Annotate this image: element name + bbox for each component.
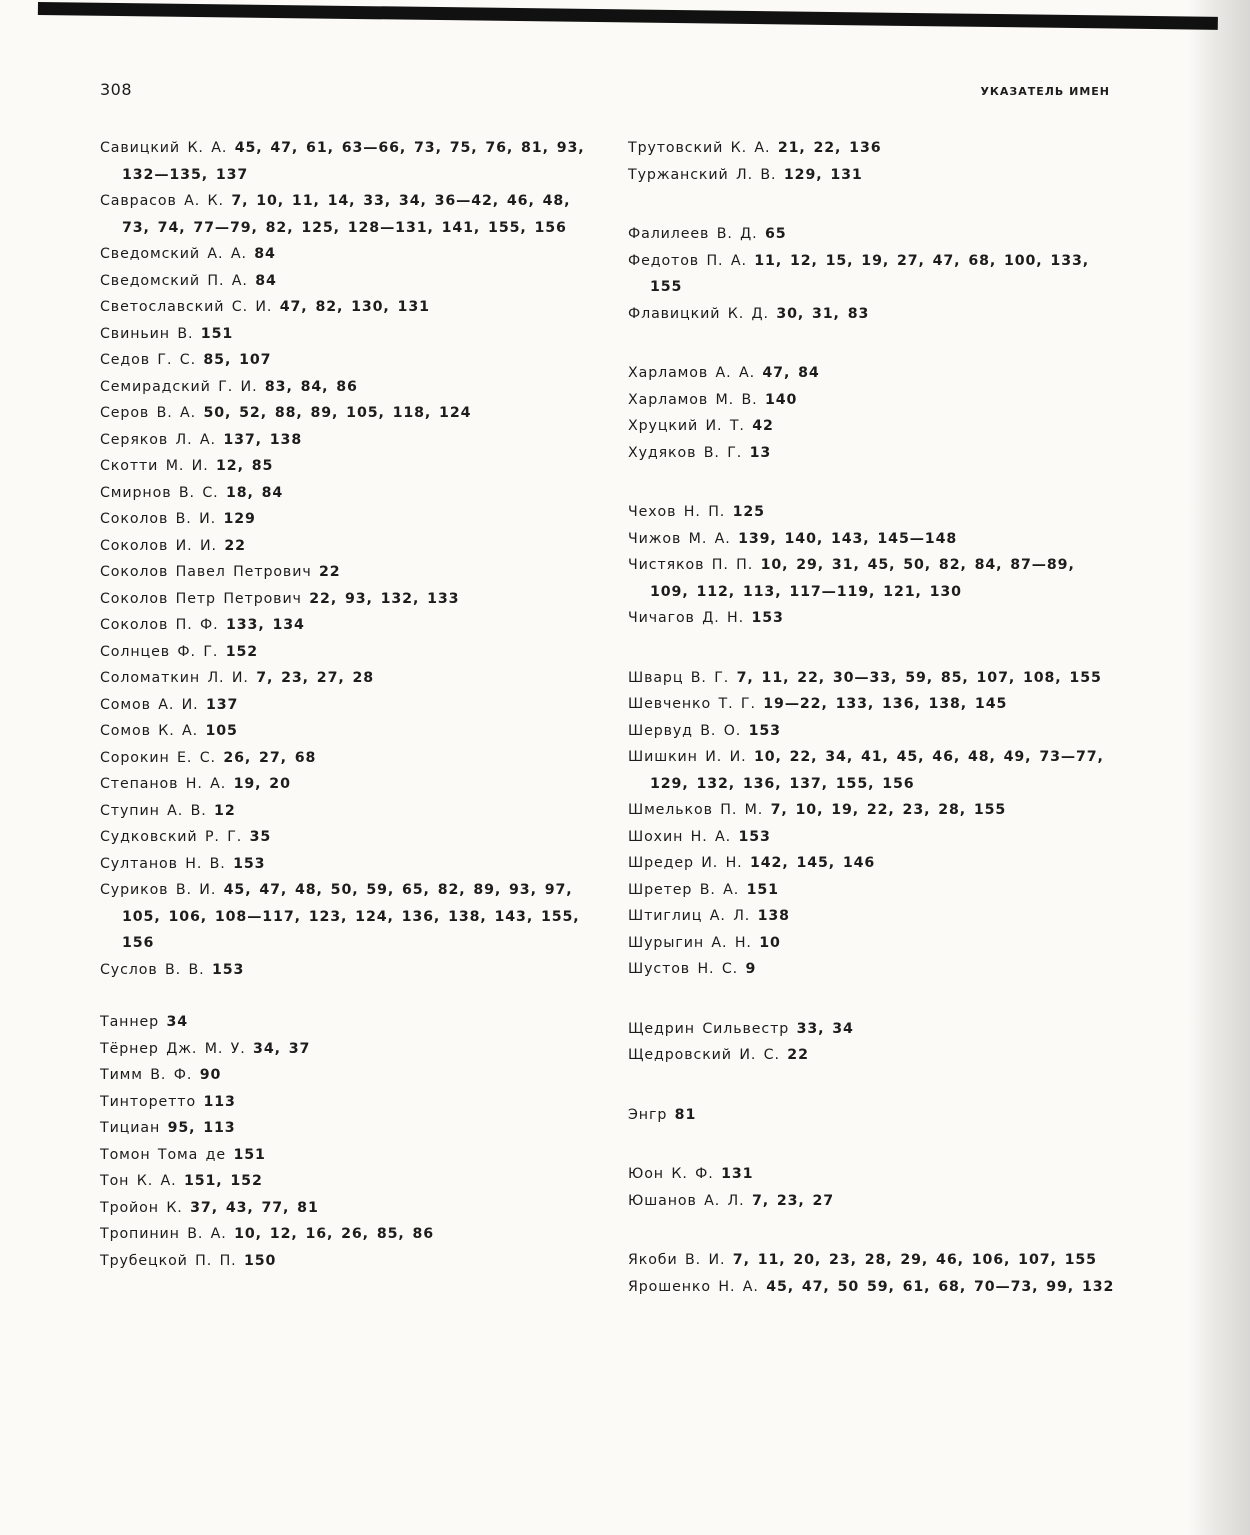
entry-name: Чичагов Д. Н. [628,610,745,626]
entry-pages: 83, 84, 86 [264,378,358,395]
index-entry [628,1016,1118,1043]
entry-pages: 7, 10, 19, 22, 23, 28, 155 [770,802,1007,818]
entry-name: Тёрнер Дж. М. У. [100,1040,246,1057]
entry-pages: 151 [200,325,234,342]
entry-name: Юшанов А. Л. [628,1192,745,1209]
index-entry [100,692,590,719]
entry-name: Худяков В. Г. [628,444,743,461]
entry-name: Шервуд В. О. [628,722,742,739]
index-entry [628,360,1118,387]
entry-name: Савицкий К. А. [100,140,228,156]
letter-group-gap [100,983,590,1009]
index-entry [628,956,1118,983]
index-entry [628,413,1118,440]
entry-pages: 22 [224,537,246,554]
index-entry [100,453,590,480]
entry-pages: 10, 22, 34, 41, 45, 46, 48, 49, 73—77, 129, 132, 136, 137, 155, 156 [650,749,1104,792]
index-entry [100,1221,590,1248]
index-entry [628,718,1118,745]
entry-pages: 34 [166,1014,189,1030]
entry-name: Смирнов В. С. [100,484,219,501]
entry-pages: 153 [748,722,781,739]
index-entry [100,1062,590,1089]
entry-pages: 12, 85 [216,458,274,474]
entry-pages: 138 [757,908,790,924]
entry-name: Хруцкий И. Т. [628,418,745,434]
index-entry [628,665,1118,692]
entry-pages: 45, 47, 48, 50, 59, 65, 82, 89, 93, 97, 105, 106, 108—117, 123, 124, 136, 138, 143, 155, 156 [122,882,580,951]
entry-name: Сомов К. А. [100,723,199,739]
index-entry [628,691,1118,718]
entry-pages: 65 [764,226,787,242]
entry-name: Свиньин В. [100,325,194,342]
entry-name: Султанов Н. В. [100,855,226,872]
entry-pages: 10, 29, 31, 45, 50, 82, 84, 87—89, 109, 112, 113, 117—119, 121, 130 [650,557,1075,600]
index-entry [100,294,590,321]
entry-name: Соломаткин Л. И. [100,670,249,686]
entry-name: Юон К. Ф. [628,1166,714,1182]
entry-name: Шретер В. А. [628,881,740,898]
index-entry [628,903,1118,930]
entry-name: Трубецкой П. П. [100,1252,237,1269]
entry-pages: 30, 31, 83 [776,305,870,322]
entry-pages: 133, 134 [226,617,305,633]
index-entry [628,1161,1118,1188]
entry-name: Соколов Павел Петрович [100,564,312,580]
index-entry [100,1142,590,1169]
entry-name: Сорокин Е. С. [100,749,216,766]
index-entry [628,301,1118,328]
entry-pages: 37, 43, 77, 81 [190,1199,319,1216]
entry-pages: 113 [203,1093,236,1110]
index-entry [628,605,1118,632]
entry-pages: 33, 34 [796,1020,854,1037]
index-entry [100,374,590,401]
entry-pages: 151 [746,881,779,898]
binding-shadow [1188,0,1250,1535]
index-entry [100,1115,590,1142]
letter-group-gap [628,1128,1118,1161]
index-entry [628,135,1118,162]
entry-name: Соколов В. И. [100,511,217,527]
entry-pages: 50, 52, 88, 89, 105, 118, 124 [203,405,472,421]
index-entry [100,400,590,427]
index-entry [100,347,590,374]
entry-name: Серяков Л. А. [100,431,216,448]
entry-pages: 9 [745,961,757,977]
entry-name: Чистяков П. П. [628,557,754,573]
entry-pages: 105 [205,723,238,739]
index-entry [100,665,590,692]
index-entry [628,1188,1118,1215]
entry-name: Шредер И. Н. [628,855,743,871]
entry-pages: 129, 131 [783,166,863,183]
index-entry [100,321,590,348]
index-entry [100,1195,590,1222]
entry-name: Сведомский А. А. [100,246,247,262]
entry-name: Чижов М. А. [628,530,731,547]
entry-name: Ярошенко Н. А. [628,1278,759,1295]
index-entry [628,387,1118,414]
entry-name: Саврасов А. К. [100,193,224,209]
index-entry [100,135,590,188]
entry-pages: 10 [759,934,781,951]
entry-name: Серов В. А. [100,405,197,421]
entry-pages: 152 [225,643,259,660]
entry-pages: 22 [319,564,341,580]
entry-name: Флавицкий К. Д. [628,305,769,322]
index-entry [100,533,590,560]
entry-pages: 153 [211,961,245,978]
entry-pages: 45, 47, 50 59, 61, 68, 70—73, 99, 132 [766,1278,1115,1295]
entry-name: Сомов А. И. [100,696,199,713]
entry-pages: 125 [732,504,765,520]
index-entry [628,526,1118,553]
entry-name: Энгр [628,1106,668,1123]
entry-pages: 12 [214,802,236,819]
entry-pages: 151 [233,1146,266,1163]
entry-name: Скотти М. И. [100,458,209,474]
entry-name: Тропинин В. А. [100,1226,227,1242]
index-entry [628,499,1118,526]
entry-name: Томон Тома де [100,1146,227,1163]
entry-pages: 45, 47, 61, 63—66, 73, 75, 76, 81, 93, 132—135, 137 [122,140,585,183]
index-entry [628,1274,1118,1301]
entry-name: Тимм В. Ф. [100,1067,193,1083]
entry-pages: 7, 11, 22, 30—33, 59, 85, 107, 108, 155 [736,669,1102,686]
entry-name: Шварц В. Г. [628,669,730,686]
index-entry [628,248,1118,301]
entry-name: Тициан [100,1120,161,1136]
entry-name: Светославский С. И. [100,299,273,315]
index-entry [100,824,590,851]
index-entry [628,552,1118,605]
entry-name: Тройон К. [100,1199,183,1216]
entry-name: Соколов Петр Петрович [100,590,302,607]
entry-name: Шохин Н. А. [628,828,732,845]
entry-name: Тон К. А. [100,1173,177,1189]
entry-pages: 142, 145, 146 [750,855,876,871]
index-column-left [100,135,590,1274]
entry-name: Семирадский Г. И. [100,378,258,395]
entry-pages: 150 [243,1252,277,1269]
page-number: 308 [100,80,133,99]
entry-name: Щедровский И. С. [628,1047,780,1063]
entry-name: Таннер [100,1014,160,1030]
entry-pages: 19, 20 [233,776,291,792]
entry-name: Шурыгин А. Н. [628,934,752,951]
entry-pages: 90 [199,1067,222,1083]
entry-name: Трутовский К. А. [628,140,771,156]
entry-name: Сведомский П. А. [100,272,248,289]
entry-name: Соколов П. Ф. [100,617,219,633]
entry-name: Степанов Н. А. [100,776,227,792]
index-entry [100,957,590,984]
entry-name: Щедрин Сильвестр [628,1020,790,1037]
index-entry [628,850,1118,877]
entry-name: Харламов М. В. [628,391,758,408]
entry-name: Седов Г. С. [100,352,196,368]
entry-name: Шмельков П. М. [628,802,764,818]
entry-name: Суриков В. И. [100,882,217,898]
entry-pages: 137, 138 [223,431,303,448]
entry-name: Суслов В. В. [100,961,205,978]
entry-name: Штиглиц А. Л. [628,908,751,924]
entry-pages: 47, 82, 130, 131 [279,299,430,315]
entry-pages: 84 [254,246,276,262]
entry-name: Чехов Н. П. [628,504,726,520]
index-entry [100,798,590,825]
entry-name: Шевченко Т. Г. [628,696,756,712]
entry-pages: 139, 140, 143, 145—148 [738,530,958,547]
index-entry [628,824,1118,851]
index-entry [628,930,1118,957]
index-entry [628,877,1118,904]
entry-pages: 22 [787,1047,809,1063]
entry-name: Соколов И. И. [100,537,217,554]
entry-pages: 140 [764,391,798,408]
entry-name: Шустов Н. С. [628,961,739,977]
entry-pages: 47, 84 [762,365,820,381]
index-entry [628,1102,1118,1129]
entry-pages: 95, 113 [167,1120,236,1136]
letter-group-gap [628,983,1118,1016]
entry-pages: 26, 27, 68 [223,749,317,766]
index-entry [100,718,590,745]
entry-pages: 7, 23, 27 [751,1192,835,1209]
entry-pages: 7, 11, 20, 23, 28, 29, 46, 106, 107, 155 [732,1252,1097,1268]
entry-pages: 7, 23, 27, 28 [256,670,375,686]
index-entry [100,745,590,772]
letter-group-gap [628,1214,1118,1247]
running-title: УКАЗАТЕЛЬ ИМЕН [980,85,1110,98]
entry-name: Шишкин И. И. [628,749,747,765]
entry-name: Тинторетто [100,1093,197,1110]
index-entry [100,612,590,639]
index-entry [100,771,590,798]
entry-pages: 129 [223,511,256,527]
entry-name: Федотов П. А. [628,252,747,269]
index-entry [628,221,1118,248]
index-entry [628,440,1118,467]
entry-pages: 137 [206,696,239,713]
index-column-right [628,135,1118,1300]
top-edge-shadow [38,2,1218,30]
index-entry [100,1248,590,1275]
index-entry [100,586,590,613]
entry-pages: 153 [233,855,266,872]
index-entry [628,1042,1118,1069]
index-entry [100,268,590,295]
index-entry [628,744,1118,797]
entry-pages: 153 [738,828,771,845]
index-entry [628,162,1118,189]
letter-group-gap [628,188,1118,221]
entry-pages: 153 [751,610,784,626]
index-entry [100,1036,590,1063]
entry-name: Ступин А. В. [100,802,207,819]
index-entry [100,851,590,878]
index-entry [100,1089,590,1116]
index-entry [100,506,590,533]
entry-pages: 21, 22, 136 [777,140,882,156]
index-entry [100,241,590,268]
index-entry [100,877,590,957]
index-entry [100,559,590,586]
index-entry [100,188,590,241]
entry-name: Туржанский Л. В. [628,166,777,183]
entry-pages: 18, 84 [225,484,284,501]
entry-pages: 22, 93, 132, 133 [309,590,460,607]
entry-name: Харламов А. А. [628,365,755,381]
index-entry [100,1168,590,1195]
entry-pages: 131 [721,1166,754,1182]
index-entry [100,639,590,666]
letter-group-gap [628,1069,1118,1102]
entry-name: Фалилеев В. Д. [628,226,758,242]
letter-group-gap [628,327,1118,360]
entry-pages: 11, 12, 15, 19, 27, 47, 68, 100, 133, 155 [650,252,1090,295]
index-entry [100,1009,590,1036]
index-entry [100,480,590,507]
entry-pages: 42 [752,418,774,434]
entry-name: Якоби В. И. [628,1252,726,1268]
entry-pages: 13 [749,444,772,461]
entry-pages: 81 [674,1106,697,1123]
entry-name: Солнцев Ф. Г. [100,643,219,660]
entry-pages: 85, 107 [203,352,272,368]
letter-group-gap [628,466,1118,499]
entry-name: Судковский Р. Г. [100,829,243,845]
index-entry [628,1247,1118,1274]
entry-pages: 10, 12, 16, 26, 85, 86 [234,1226,435,1242]
index-entry [628,797,1118,824]
index-entry [100,427,590,454]
letter-group-gap [628,632,1118,665]
entry-pages: 84 [255,272,277,289]
entry-pages: 19—22, 133, 136, 138, 145 [763,696,1008,712]
entry-pages: 7, 10, 11, 14, 33, 34, 36—42, 46, 48, 73, 74, 77—79, 82, 125, 128—131, 141, 155, 156 [122,193,571,236]
entry-pages: 35 [249,829,272,845]
entry-pages: 151, 152 [183,1173,263,1189]
entry-pages: 34, 37 [253,1040,311,1057]
